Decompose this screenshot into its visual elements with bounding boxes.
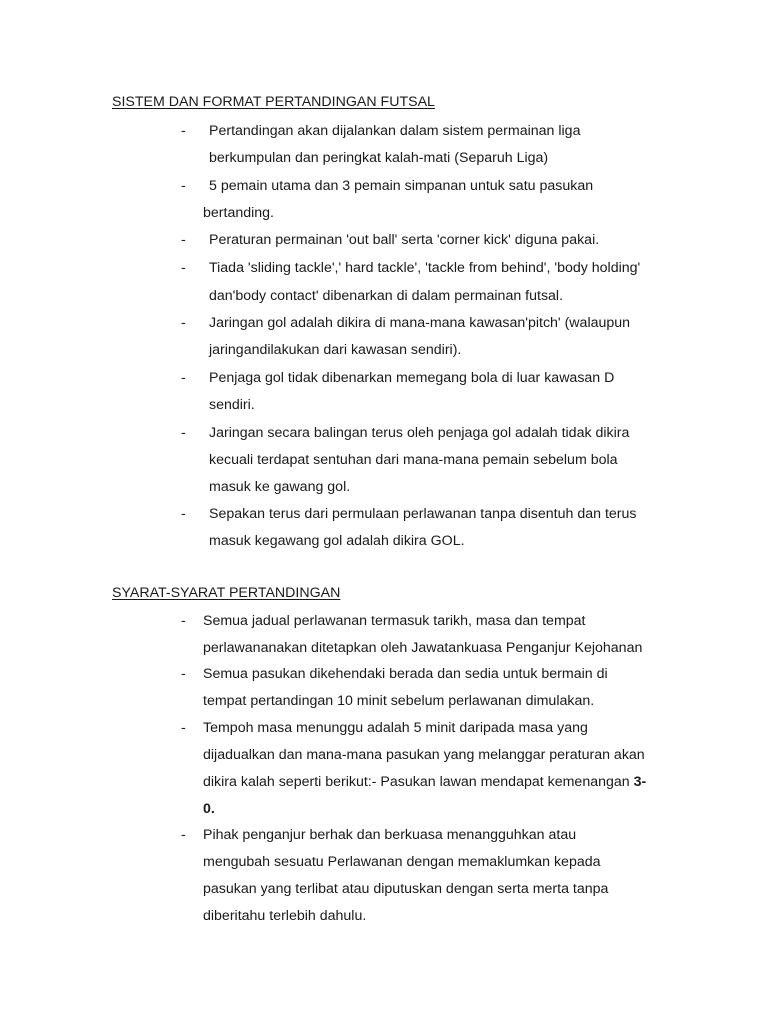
list-item-line: [203, 773, 646, 791]
list-item-line: Jaringan secara balingan terus oleh penjaga gol adalah tidak dikira: [209, 425, 630, 441]
section-heading-sistem-format: SISTEM DAN FORMAT PERTANDINGAN FUTSAL: [112, 94, 435, 110]
list-item-line: Tempoh masa menunggu adalah 5 minit daripada masa yang: [203, 720, 588, 736]
list-item-line: Peraturan permainan 'out ball' serta 'corner kick' diguna pakai.: [209, 232, 600, 248]
section-heading-syarat: SYARAT-SYARAT PERTANDINGAN: [112, 585, 341, 601]
list-item-line: Tiada 'sliding tackle',' hard tackle', 'tackle from behind', 'body holding': [209, 260, 641, 276]
list-item-line: bertanding.: [203, 205, 274, 221]
bullet-dash: -: [181, 315, 186, 331]
list-item-line: Penjaga gol tidak dibenarkan memegang bola di luar kawasan D: [209, 370, 615, 386]
score-bold-start: 3-: [633, 774, 647, 790]
list-item-line: Semua jadual perlawanan termasuk tarikh, masa dan tempat: [203, 613, 586, 629]
list-item-line: Semua pasukan dikehendaki berada dan sedia untuk bermain di: [203, 666, 608, 682]
bullet-dash: -: [181, 370, 186, 386]
list-item-line: sendiri.: [209, 397, 255, 413]
bullet-dash: -: [181, 720, 186, 736]
list-item-line: Pertandingan akan dijalankan dalam sistem permainan liga: [209, 123, 581, 139]
bullet-dash: -: [181, 827, 186, 843]
list-item-line: mengubah sesuatu Perlawanan dengan memaklumkan kepada: [203, 854, 601, 870]
list-item-line: berkumpulan dan peringkat kalah-mati (Separuh Liga): [209, 150, 549, 166]
list-item-line: pasukan yang terlibat atau diputuskan dengan serta merta tanpa: [203, 881, 609, 897]
list-item-line: 5 pemain utama dan 3 pemain simpanan untuk satu pasukan: [209, 178, 594, 194]
bullet-dash: -: [181, 123, 186, 139]
bullet-dash: -: [181, 178, 186, 194]
list-item-text: dikira kalah seperti berikut:- Pasukan lawan mendapat kemenangan: [203, 774, 634, 790]
list-item-line: dijadualkan dan mana-mana pasukan yang melanggar peraturan akan: [203, 747, 645, 763]
list-item-line: masuk ke gawang gol.: [209, 479, 351, 495]
bullet-dash: -: [181, 260, 186, 276]
list-item-line: tempat pertandingan 10 minit sebelum perlawanan dimulakan.: [203, 693, 595, 709]
list-item-line: dan'body contact' dibenarkan di dalam permainan futsal.: [209, 288, 564, 304]
list-item-line: perlawananakan ditetapkan oleh Jawatankuasa Penganjur Kejohanan: [203, 640, 643, 656]
list-item-line: jaringandilakukan dari kawasan sendiri).: [209, 342, 462, 358]
list-item-line: diberitahu terlebih dahulu.: [203, 908, 367, 924]
list-item-line: masuk kegawang gol adalah dikira GOL.: [209, 533, 465, 549]
list-item-line: Jaringan gol adalah dikira di mana-mana kawasan'pitch' (walaupun: [209, 315, 631, 331]
bullet-dash: -: [181, 425, 186, 441]
bullet-dash: -: [181, 613, 186, 629]
bullet-dash: -: [181, 666, 186, 682]
list-item-line: kecuali terdapat sentuhan dari mana-mana pemain sebelum bola: [209, 452, 618, 468]
bullet-dash: -: [181, 506, 186, 522]
score-bold-end: 0.: [203, 801, 215, 817]
list-item-line: Sepakan terus dari permulaan perlawanan tanpa disentuh dan terus: [209, 506, 637, 522]
bullet-dash: -: [181, 232, 186, 248]
list-item-line: Pihak penganjur berhak dan berkuasa menangguhkan atau: [203, 827, 577, 843]
